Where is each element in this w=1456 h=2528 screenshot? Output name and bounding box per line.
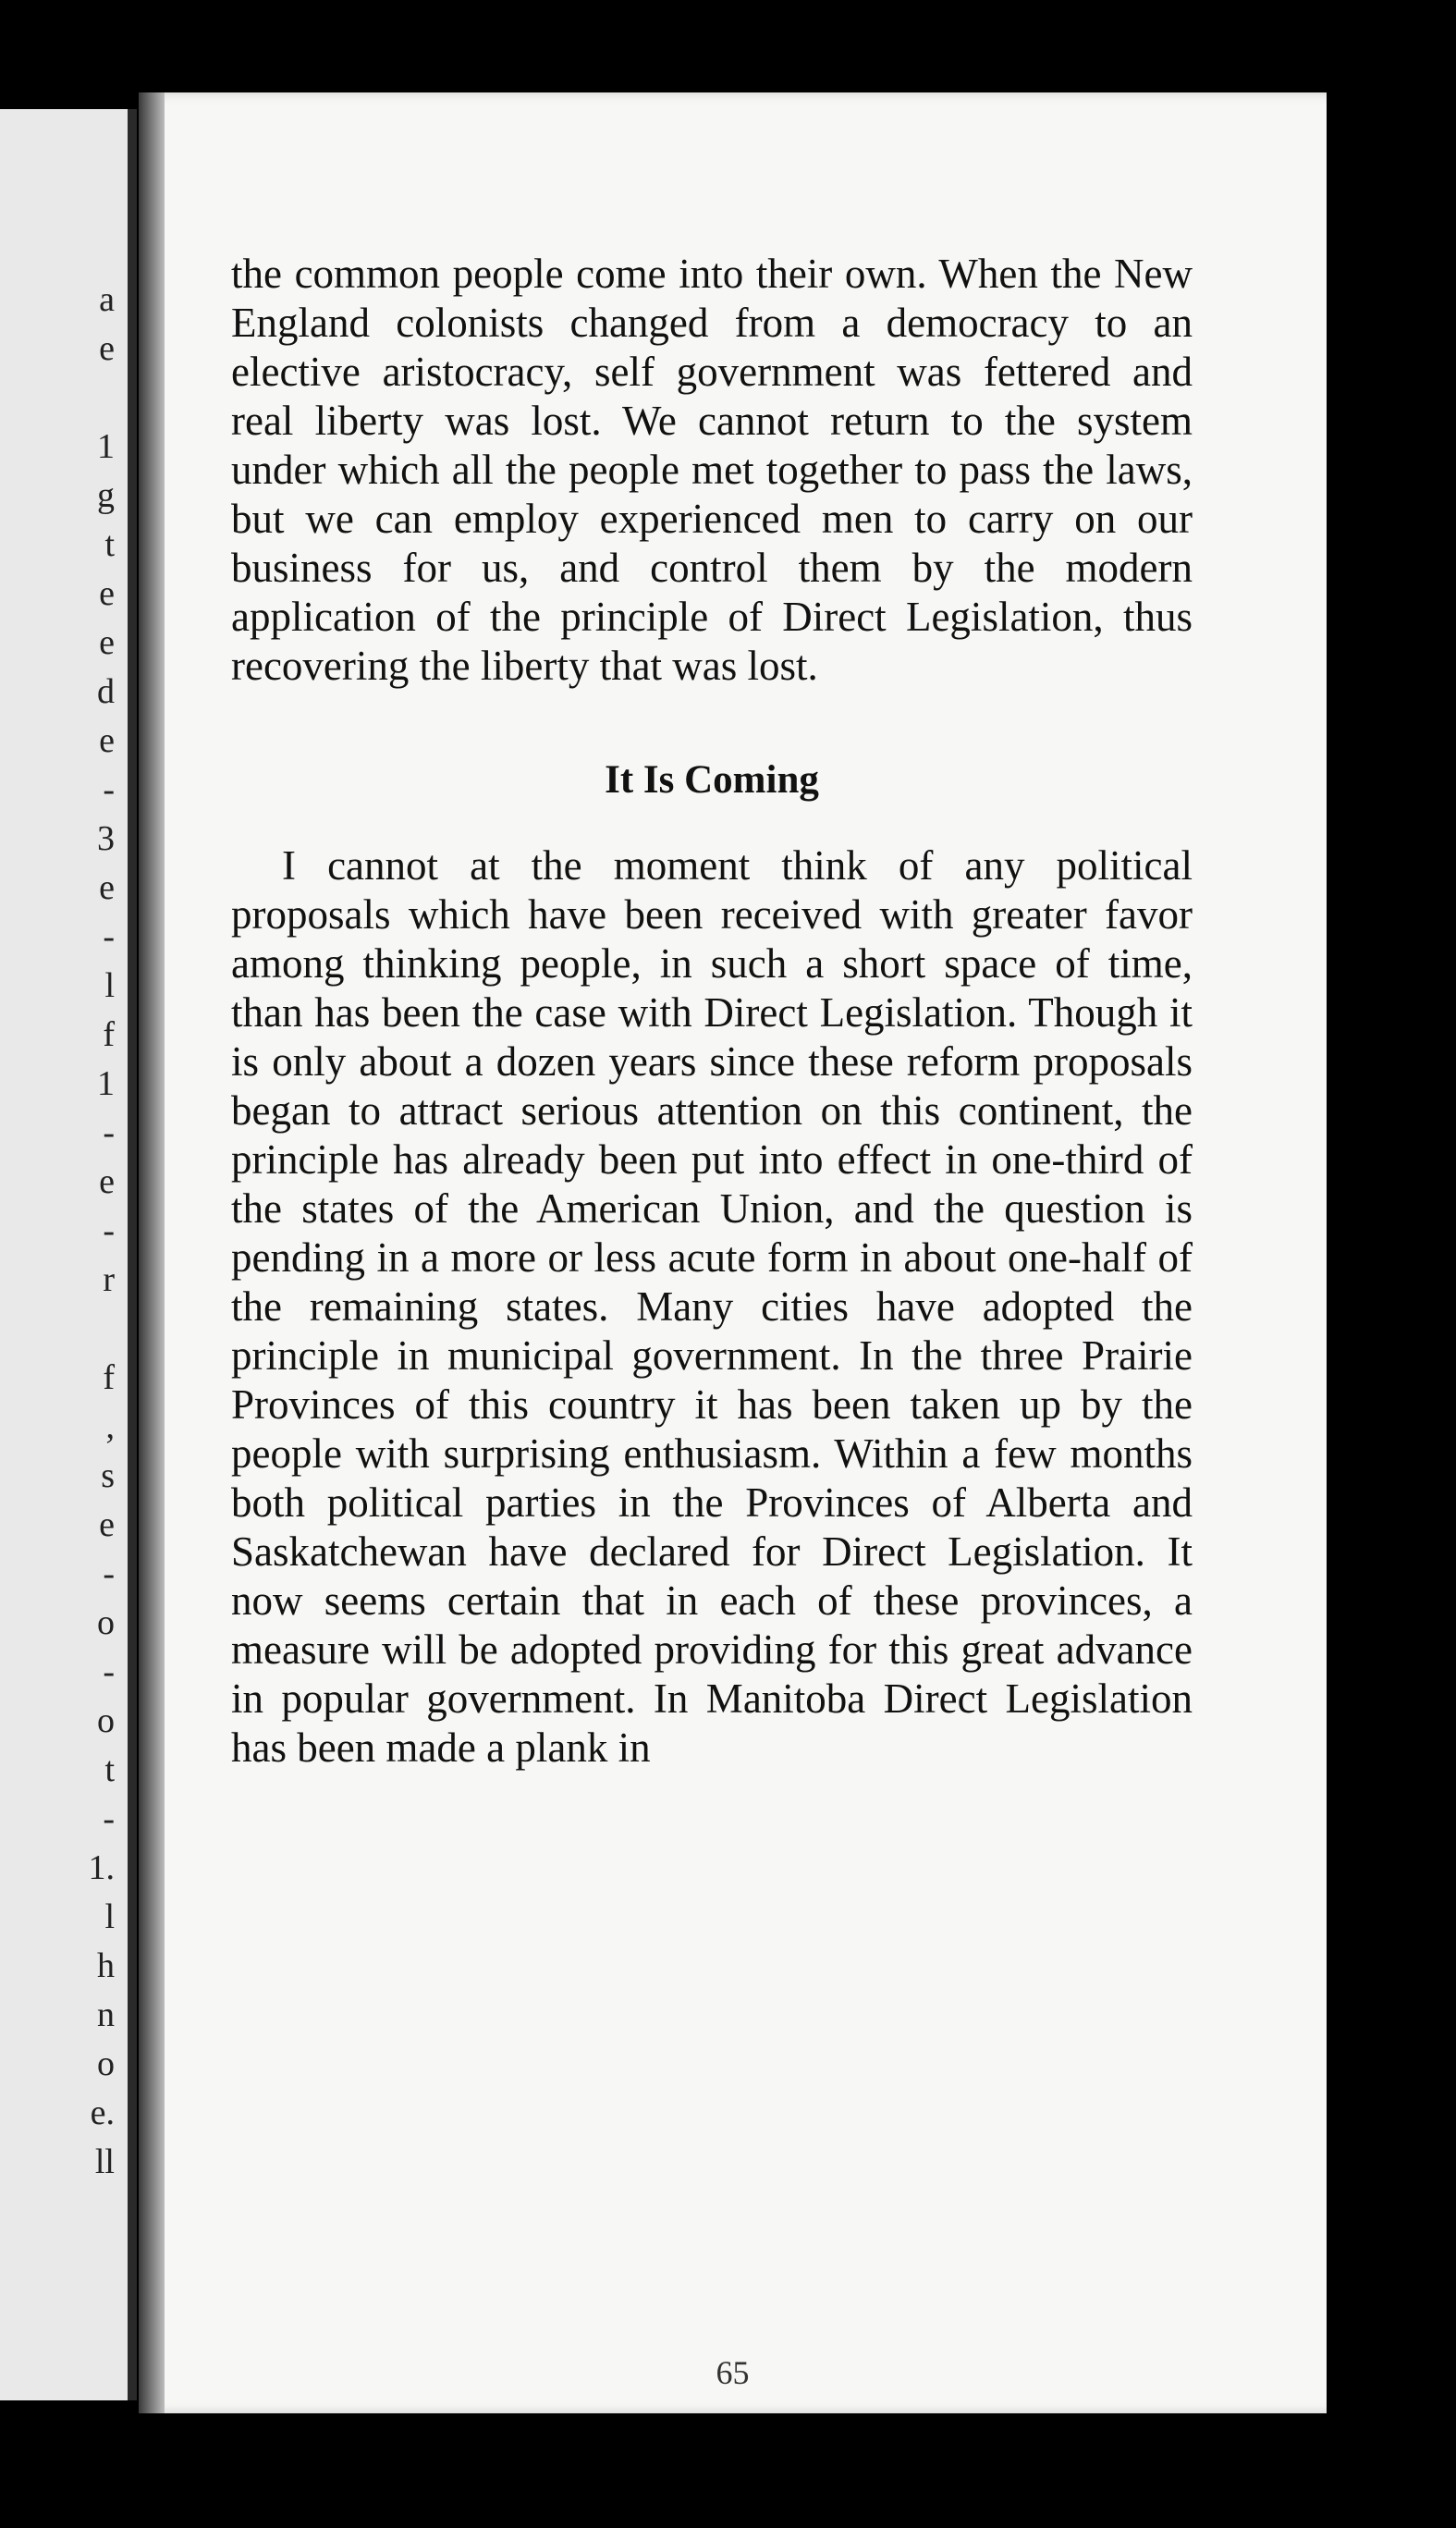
paragraph-continued: the common people come into their own. When the New England colonists changed from a democracy to an elective aristocracy, self government was fettered and real liberty was lost. We cannot return to the system under which all the people met together to pass the laws, but we can employ experienced men to carry on our business for us, and control them by the modern application of the principle of Direct Legislation, thus recovering the liberty that was lost. — [231, 251, 1193, 689]
facing-page-edge — [0, 109, 137, 2400]
page-gutter — [139, 92, 165, 2413]
section-heading: It Is Coming — [605, 758, 819, 802]
facing-page-letters: a e 1 g t e e d e - 3 e - l f 1 - e - r f , s e - o - o t - 1. l h n o e. ll — [88, 280, 115, 2181]
book-page — [139, 92, 1327, 2413]
page-number: 65 — [716, 2354, 750, 2391]
paragraph-body: I cannot at the moment think of any political proposals which have been received with greater favor among thinking people, in such a short space of time, than has been the case with Direct Legislation. Though it is only about a dozen years since these reform proposals began to attract serious attention on this continent, the principle has already been put into effect in one-third of the states of the American Union, and the question is pending in a more or less acute form in about one-half of the remaining states. Many cities have adopted the principle in municipal government. In the three Prairie Provinces of this country it has been taken up by the people with surprising enthusiasm. Within a few months both political parties in the Provinces of Alberta and Saskatchewan have declared for Direct Legislation. It now seems certain that in each of these provinces, a measure will be adopted providing for this great advance in popular government. In Manitoba Direct Legislation has been made a plank in — [231, 842, 1193, 1771]
page-text — [231, 250, 1193, 1773]
